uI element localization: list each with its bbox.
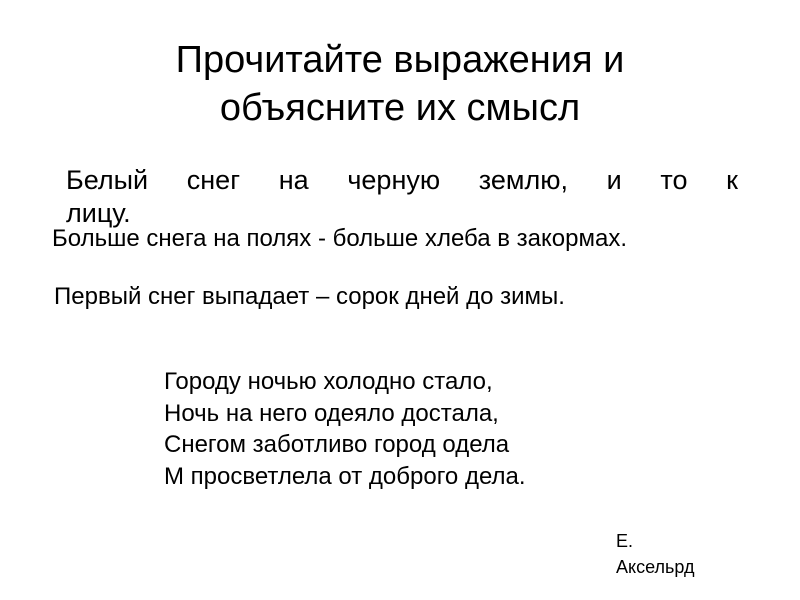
poem-line-2: Ночь на него одеяло достала, bbox=[164, 399, 499, 427]
slide-title-line-1: Прочитайте выражения и bbox=[175, 39, 625, 81]
poem-author-surname: Аксельрд bbox=[616, 557, 695, 577]
poem-line-3: Снегом заботливо город одела bbox=[164, 431, 510, 458]
poem-author bbox=[616, 528, 756, 580]
proverb-3: Первый снег выпадает – сорок дней до зимы. bbox=[54, 283, 565, 310]
proverb-1-line-1: Белый снег на черную землю, и то к bbox=[66, 165, 738, 195]
proverb-2: Больше снега на полях - больше хлеба в закормах. bbox=[52, 225, 627, 252]
poem-author-initial: Е. bbox=[616, 531, 634, 551]
proverb-1-line-2: лицу. bbox=[66, 198, 131, 228]
slide-title-line-2: объясните их смысл bbox=[219, 87, 581, 129]
poem-line-1: Городу ночью холодно стало, bbox=[164, 368, 493, 395]
poem bbox=[164, 366, 684, 492]
poem-line-4: М просветлела от доброго дела. bbox=[164, 462, 526, 490]
slide-title bbox=[100, 36, 700, 132]
